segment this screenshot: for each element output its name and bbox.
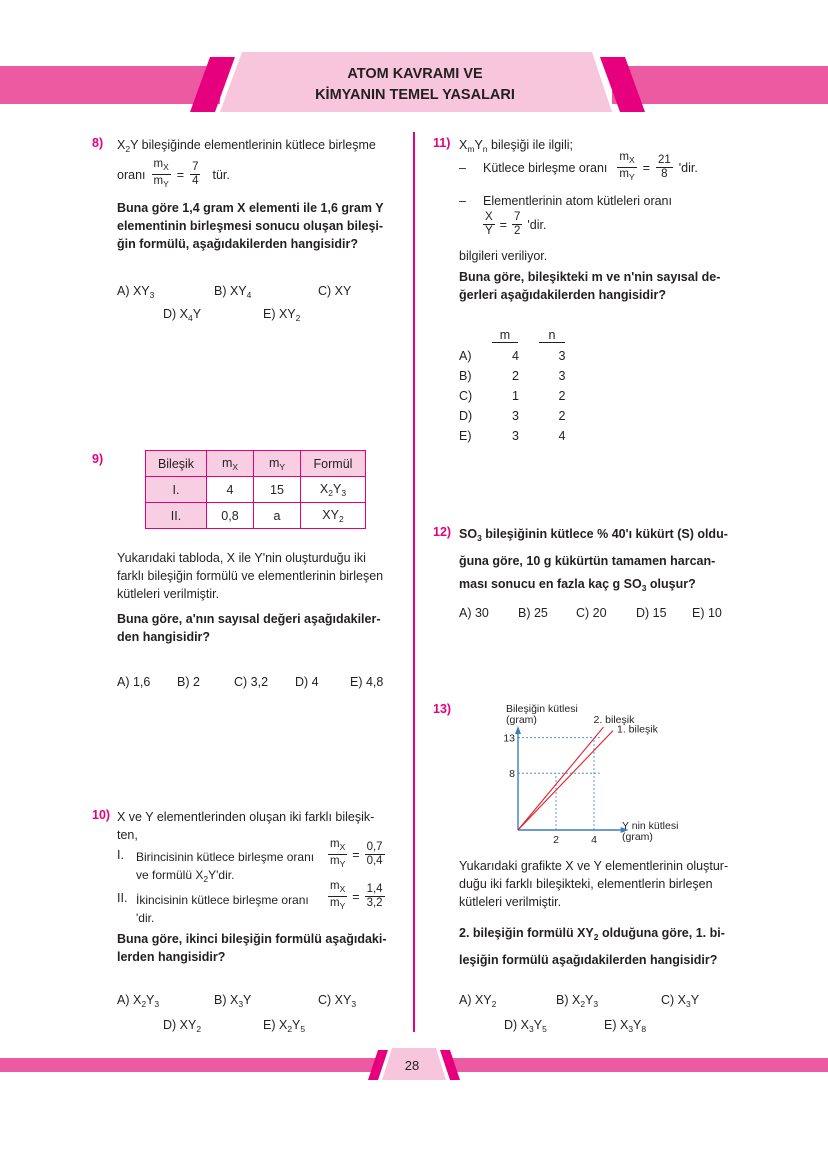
q8-value-fraction: $\frac{7}{4}$ — [192, 161, 199, 187]
q10-item-i-label: I. — [117, 848, 124, 862]
q10-item-ii-ratio: $\frac{m_X}{m_Y}$ = $\frac{1,4}{3,2}$ — [330, 880, 383, 911]
question-10-number: 10) — [92, 808, 111, 822]
q9-option-b[interactable]: B) 2 — [177, 675, 200, 689]
table-row: II. 0,8 a $XY_2$ — [146, 503, 366, 529]
q9-table — [145, 450, 366, 529]
q11-options — [459, 346, 585, 446]
page-number: 28 — [404, 1058, 420, 1073]
q8-option-e[interactable]: E) $XY_2$ — [263, 307, 301, 323]
chart-ylabel: Bileşiğin kütlesi (gram) — [506, 703, 578, 726]
q8-text: Y bileşiğinde elementlerinin kütlece birleşme — [130, 138, 376, 152]
q10-option-e[interactable]: E) $X_2Y_5$ — [263, 1018, 306, 1034]
chart-series-label: 2. bileşik — [593, 714, 635, 727]
footer-band-right — [448, 1058, 828, 1072]
q8-sub: 2 — [125, 144, 131, 154]
q12-option-e[interactable]: E) 10 — [692, 606, 722, 620]
page-title-line2: KİMYANIN TEMEL YASALARI — [315, 87, 515, 103]
q10-item-ii-text: İkincisinin kütlece birleşme oranı 'dir. — [136, 893, 309, 925]
q9-option-a[interactable]: A) 1,6 — [117, 675, 151, 689]
chart-series-label: 1. bileşik — [617, 723, 658, 736]
page-title-line1: ATOM KAVRAMI VE — [347, 66, 483, 82]
chart-xlabel: Y nin kütlesi (gram) — [622, 820, 679, 843]
q9-option-c[interactable]: C) 3,2 — [234, 675, 269, 689]
q12-option-b[interactable]: B) 25 — [518, 606, 548, 620]
table-header: $m_Y$ — [254, 451, 301, 477]
q11-bullet-2: – Elementlerinin atom kütleleri oranı — [459, 194, 672, 208]
q10-option-a[interactable]: A) $X_2Y_3$ — [117, 993, 160, 1009]
q13-option-c[interactable]: C) $X_3Y$ — [661, 993, 700, 1009]
q8-option-a[interactable]: A) $XY_3$ — [117, 284, 155, 300]
q11-option-e[interactable]: E) 3 4 — [459, 429, 566, 443]
q8-ratio-fraction: $\frac{m_X}{m_Y}$ — [153, 158, 169, 189]
question-8-ratio — [117, 158, 230, 191]
question-8-stem — [117, 136, 397, 158]
q10-item-i-ratio: $\frac{m_X}{m_Y}$ = $\frac{0,7}{0,4}$ — [330, 838, 383, 869]
question-11-prompt: Buna göre, bileşikteki m ve n'nin sayısal de- ğerleri aşağıdakilerden hangisidir? — [459, 270, 721, 302]
q11-option-c[interactable]: C) 1 2 — [459, 389, 566, 403]
q13-option-a[interactable]: A) $XY_2$ — [459, 993, 497, 1009]
chart-series-line — [518, 731, 613, 830]
question-9-number: 9) — [92, 452, 104, 466]
q11-option-d[interactable]: D) 3 2 — [459, 409, 566, 423]
question-11-stem: $X_mY_n$ bileşiği ile ilgili; — [459, 138, 573, 154]
table-header: $m_X$ — [207, 451, 254, 477]
q8-tur: tür. — [212, 167, 230, 182]
q8-eq: = — [176, 167, 185, 182]
column-divider — [413, 132, 415, 1032]
q10-option-b[interactable]: B) $X_3Y$ — [214, 993, 252, 1009]
question-8-number: 8) — [92, 136, 104, 150]
q8-text: X — [117, 138, 126, 152]
q10-item-ii-label: II. — [117, 891, 128, 905]
q9-option-d[interactable]: D) 4 — [295, 675, 319, 689]
q13-option-e[interactable]: E) $X_3Y_8$ — [604, 1018, 647, 1034]
question-13-number: 13) — [433, 702, 452, 716]
q13-option-d[interactable]: D) $X_3Y_5$ — [504, 1018, 547, 1034]
chart-series-line — [518, 727, 604, 830]
q8-option-b[interactable]: B) $XY_4$ — [214, 284, 252, 300]
q11-col-m: m — [492, 328, 518, 343]
q8-oran: oranı — [117, 167, 146, 182]
question-9-prompt: Buna göre, a'nın sayısal değeri aşağıdakiler- den hangisidir? — [117, 612, 381, 644]
question-13-text: Yukarıdaki grafikte X ve Y elementlerinin oluştur- duğu iki farklı bileşikteki, elementlerin birleşen kütleleri verilmiştir. — [459, 859, 729, 909]
question-8-prompt: Buna göre 1,4 gram X elementi ile 1,6 gram Y elementinin birleşmesi sonucu oluşan bileşi- ğin formülü, aşağıdakilerden hangisidir? — [117, 201, 384, 251]
q13-option-b[interactable]: B) $X_2Y_3$ — [556, 993, 599, 1009]
chart-x-tick-label: 4 — [591, 834, 597, 846]
q10-option-c[interactable]: C) $XY_3$ — [318, 993, 357, 1009]
q12-option-c[interactable]: C) 20 — [576, 606, 607, 620]
question-12-number: 12) — [433, 525, 452, 539]
q13-chart — [490, 704, 700, 854]
table-header: Bileşik — [146, 451, 207, 477]
q10-item-i-text: Birincisinin kütlece birleşme oranı ve formülü $X_2Y'dir$. — [136, 850, 315, 884]
q12-option-a[interactable]: A) 30 — [459, 606, 489, 620]
table-row: I. 4 15 $X_2Y_3$ — [146, 477, 366, 503]
q12-option-d[interactable]: D) 15 — [636, 606, 667, 620]
page-title — [240, 64, 590, 106]
q11-col-n: n — [539, 328, 565, 343]
question-11-number: 11) — [433, 136, 451, 150]
q11-text: bilgileri veriliyor. — [459, 249, 548, 263]
chart-y-tick-label: 8 — [509, 768, 515, 781]
question-13-prompt: 2. bileşiğin formülü $XY_2$ olduğuna göre, 1. bi- leşiğin formülü aşağıdakilerden hangisidir? — [459, 926, 725, 967]
table-header: Formül — [301, 451, 366, 477]
chart-y-axis-arrow — [515, 726, 521, 734]
chart-y-tick-label: 13 — [503, 732, 515, 745]
q10-option-d[interactable]: D) $XY_2$ — [163, 1018, 202, 1034]
q9-option-e[interactable]: E) 4,8 — [350, 675, 384, 689]
q8-option-d[interactable]: D) $X_4Y$ — [163, 307, 202, 323]
q11-bullet-1: – Kütlece birleşme oranı $\frac{m_X}{m_Y}$ = $\frac{21}{8}$ 'dir. — [459, 151, 698, 182]
question-12-prompt: $SO_3$ bileşiğinin kütlece % 40'ı kükürt (S) oldu- ğuna göre, 10 g kükürtün tamamen harcan- ması sonucu en fazla kaç g $SO_3$ oluşur? — [459, 527, 728, 593]
q8-option-c[interactable]: C) XY — [318, 284, 352, 298]
q11-bullet-2-ratio: $\frac{X}{Y}$ = $\frac{7}{2}$ 'dir. — [485, 211, 547, 237]
question-10-stem: X ve Y elementlerinden oluşan iki farklı bileşik- ten, — [117, 810, 375, 842]
q11-option-b[interactable]: B) 2 3 — [459, 369, 566, 383]
chart-x-tick-label: 2 — [553, 834, 559, 846]
q11-option-a[interactable]: A) 4 3 — [459, 349, 566, 363]
footer-band-left — [0, 1058, 380, 1072]
question-10-prompt: Buna göre, ikinci bileşiğin formülü aşağıdaki- lerden hangisidir? — [117, 932, 387, 964]
question-9-text: Yukarıdaki tabloda, X ile Y'nin oluşturduğu iki farklı bileşiğin formülü ve elementlerinin birleşen kütleleri verilmiştir. — [117, 551, 384, 601]
